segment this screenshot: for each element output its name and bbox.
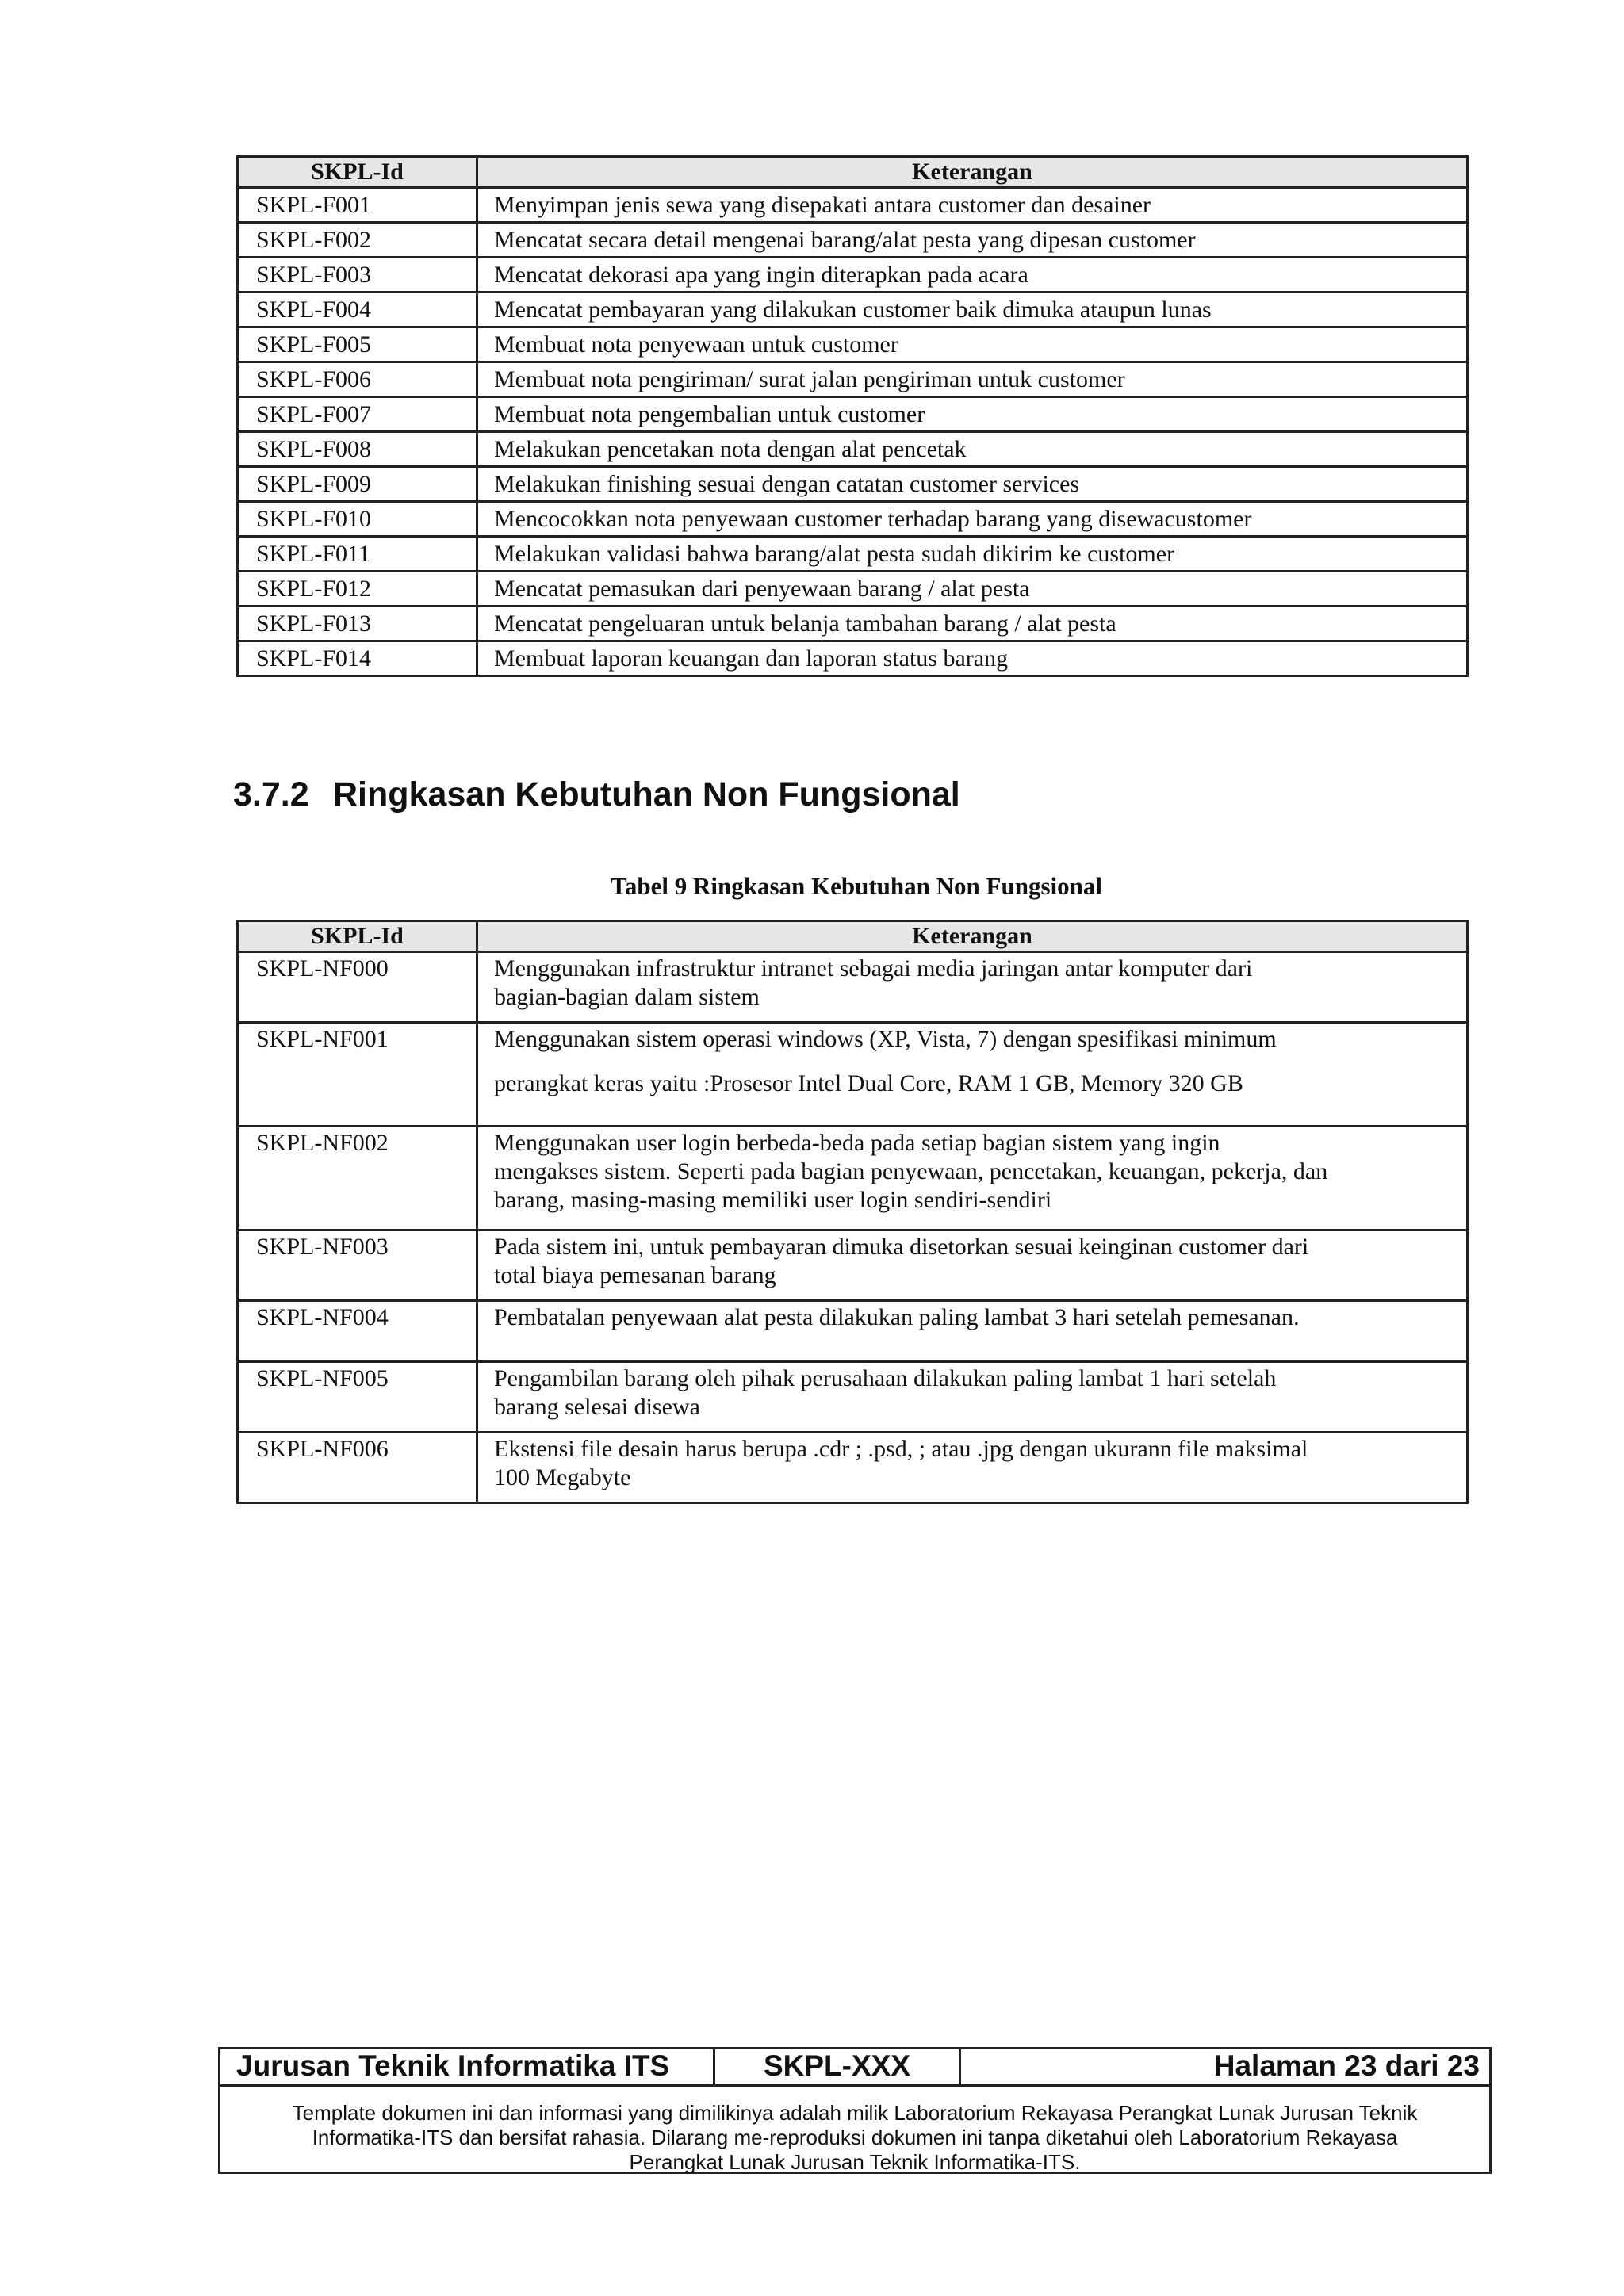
table-row	[238, 572, 1468, 607]
footer-department: Jurusan Teknik Informatika ITS	[220, 2049, 715, 2084]
section-heading	[233, 775, 960, 814]
description-line: bagian-bagian dalam sistem	[494, 984, 760, 1010]
footer-page-number: Halaman 23 dari 23	[1213, 2049, 1480, 2082]
table-row	[238, 397, 1468, 432]
requirement-description: Menyimpan jenis sewa yang disepakati antara customer dan desainer	[477, 188, 1468, 223]
requirement-description: Membuat laporan keuangan dan laporan status barang	[477, 641, 1468, 676]
footer-header-row	[220, 2049, 1489, 2087]
requirement-description	[477, 1230, 1468, 1301]
requirement-id: SKPL-NF000	[238, 952, 477, 1023]
table-row	[238, 1362, 1468, 1433]
requirement-id: SKPL-F013	[238, 607, 477, 641]
table-row	[238, 502, 1468, 537]
table-row	[238, 467, 1468, 502]
description-line: Menggunakan infrastruktur intranet sebagai media jaringan antar komputer dari	[494, 955, 1253, 982]
description-line: perangkat keras yaitu :Prosesor Intel Dual Core, RAM 1 GB, Memory 320 GB	[494, 1070, 1243, 1096]
requirement-id: SKPL-F001	[238, 188, 477, 223]
description-line: Menggunakan user login berbeda-beda pada setiap bagian sistem yang ingin	[494, 1130, 1220, 1156]
table-row	[238, 1230, 1468, 1301]
functional-table-body	[238, 188, 1468, 676]
requirement-description: Melakukan finishing sesuai dengan catatan customer services	[477, 467, 1468, 502]
requirement-id: SKPL-F014	[238, 641, 477, 676]
requirement-description: Membuat nota pengembalian untuk customer	[477, 397, 1468, 432]
description-line: Ekstensi file desain harus berupa .cdr ; .psd, ; atau .jpg dengan ukurann file maksimal	[494, 1436, 1308, 1462]
table-row	[238, 432, 1468, 467]
requirement-description: Mencatat dekorasi apa yang ingin diterapkan pada acara	[477, 258, 1468, 293]
page-footer	[218, 2047, 1492, 2174]
requirement-id: SKPL-NF001	[238, 1023, 477, 1127]
description-line: Pembatalan penyewaan alat pesta dilakukan paling lambat 3 hari setelah pemesanan.	[494, 1304, 1300, 1330]
requirement-description: Membuat nota penyewaan untuk customer	[477, 327, 1468, 362]
table-row	[238, 537, 1468, 572]
description-line: barang selesai disewa	[494, 1394, 700, 1420]
table-row	[238, 641, 1468, 676]
requirement-description: Melakukan validasi bahwa barang/alat pesta sudah dikirim ke customer	[477, 537, 1468, 572]
requirement-description	[477, 1301, 1468, 1362]
requirement-id: SKPL-NF002	[238, 1127, 477, 1230]
requirement-description: Mencocokkan nota penyewaan customer terhadap barang yang disewacustomer	[477, 502, 1468, 537]
requirement-id: SKPL-F005	[238, 327, 477, 362]
table-row	[238, 362, 1468, 397]
requirement-id: SKPL-NF005	[238, 1362, 477, 1433]
requirement-description: Melakukan pencetakan nota dengan alat pencetak	[477, 432, 1468, 467]
table-row	[238, 607, 1468, 641]
table-row	[238, 327, 1468, 362]
nonfunctional-table-body	[238, 952, 1468, 1503]
requirement-description	[477, 1127, 1468, 1230]
requirement-id: SKPL-NF003	[238, 1230, 477, 1301]
requirement-id: SKPL-F012	[238, 572, 477, 607]
requirement-description: Membuat nota pengiriman/ surat jalan pengiriman untuk customer	[477, 362, 1468, 397]
description-line: barang, masing-masing memiliki user login sendiri-sendiri	[494, 1187, 1052, 1213]
table-row	[238, 1301, 1468, 1362]
requirement-id: SKPL-F002	[238, 223, 477, 258]
requirement-id: SKPL-F011	[238, 537, 477, 572]
requirement-description: Mencatat pengeluaran untuk belanja tambahan barang / alat pesta	[477, 607, 1468, 641]
requirement-description	[477, 1433, 1468, 1503]
column-header-id: SKPL-Id	[238, 157, 477, 188]
description-line: Pengambilan barang oleh pihak perusahaan dilakukan paling lambat 1 hari setelah	[494, 1365, 1277, 1391]
table-row	[238, 1023, 1468, 1127]
requirement-description: Mencatat pembayaran yang dilakukan customer baik dimuka ataupun lunas	[477, 293, 1468, 327]
nonfunctional-requirements-table	[236, 920, 1469, 1504]
requirement-id: SKPL-F008	[238, 432, 477, 467]
table-caption: Tabel 9 Ringkasan Kebutuhan Non Fungsional	[611, 872, 1102, 900]
footer-confidentiality-note	[220, 2087, 1489, 2175]
column-header-description: Keterangan	[477, 921, 1468, 952]
requirement-id: SKPL-NF004	[238, 1301, 477, 1362]
table-row	[238, 952, 1468, 1023]
table-row	[238, 258, 1468, 293]
description-line: Pada sistem ini, untuk pembayaran dimuka disetorkan sesuai keinginan customer dari	[494, 1234, 1309, 1260]
column-header-description: Keterangan	[477, 157, 1468, 188]
description-line: Menggunakan sistem operasi windows (XP, Vista, 7) dengan spesifikasi minimum	[494, 1026, 1277, 1052]
footer-note-line: Informatika-ITS dan bersifat rahasia. Dilarang me-reproduksi dokumen ini tanpa diketahui oleh Laboratorium Rekayasa	[312, 2126, 1398, 2149]
table-header-row	[238, 921, 1468, 952]
requirement-id: SKPL-F004	[238, 293, 477, 327]
requirement-id: SKPL-NF006	[238, 1433, 477, 1503]
footer-note-line: Template dokumen ini dan informasi yang dimilikinya adalah milik Laboratorium Rekayasa Perangkat Lunak Jurusan Teknik	[292, 2101, 1418, 2125]
table-row	[238, 1433, 1468, 1503]
requirement-description: Mencatat secara detail mengenai barang/alat pesta yang dipesan customer	[477, 223, 1468, 258]
requirement-id: SKPL-F009	[238, 467, 477, 502]
description-line: 100 Megabyte	[494, 1464, 631, 1490]
requirement-description	[477, 952, 1468, 1023]
requirement-description: Mencatat pemasukan dari penyewaan barang / alat pesta	[477, 572, 1468, 607]
footer-doc-code: SKPL-XXX	[715, 2049, 961, 2084]
section-title: Ringkasan Kebutuhan Non Fungsional	[333, 775, 960, 813]
table-row	[238, 1127, 1468, 1230]
description-line: mengakses sistem. Seperti pada bagian penyewaan, pencetakan, keuangan, pekerja, dan	[494, 1158, 1328, 1184]
requirement-description	[477, 1023, 1468, 1127]
table-header-row	[238, 157, 1468, 188]
description-line: total biaya pemesanan barang	[494, 1262, 776, 1288]
table-row	[238, 223, 1468, 258]
section-number: 3.7.2	[233, 775, 309, 813]
column-header-id: SKPL-Id	[238, 921, 477, 952]
table-row	[238, 293, 1468, 327]
functional-requirements-table	[236, 155, 1469, 677]
table-row	[238, 188, 1468, 223]
requirement-description	[477, 1362, 1468, 1433]
requirement-id: SKPL-F010	[238, 502, 477, 537]
requirement-id: SKPL-F007	[238, 397, 477, 432]
requirement-id: SKPL-F006	[238, 362, 477, 397]
requirement-id: SKPL-F003	[238, 258, 477, 293]
footer-note-line: Perangkat Lunak Jurusan Teknik Informatika-ITS.	[629, 2150, 1081, 2174]
